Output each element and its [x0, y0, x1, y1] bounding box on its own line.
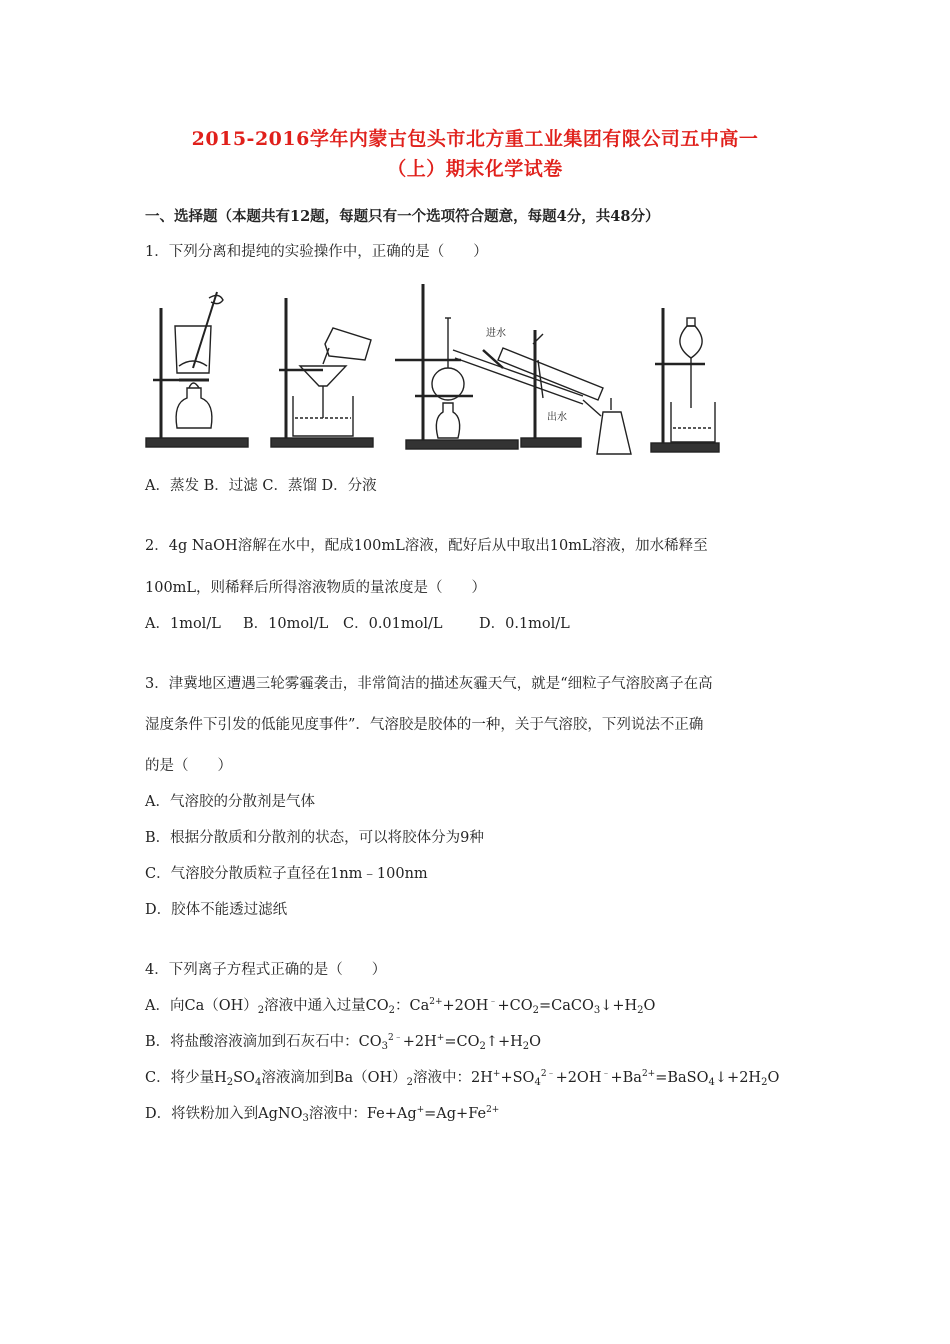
q3-stem-line2: 湿度条件下引发的低能见度事件”．气溶胶是胶体的一种，关于气溶胶，下列说法不正确 — [145, 717, 704, 733]
q3-option-c: C．气溶胶分散质粒子直径在1nm﹣100nm — [145, 866, 428, 882]
q4-option-d: D．将铁粉加入到AgNO$_3$溶液中：$Fe+Ag^+=Ag+Fe^{2+}$ — [145, 1105, 500, 1124]
water-out-label: 出水 — [547, 412, 567, 423]
separatory-apparatus — [651, 308, 719, 452]
q3-option-b: B．根据分散质和分散剂的状态，可以将胶体分为9种 — [145, 830, 484, 846]
distillation-apparatus — [395, 284, 631, 454]
q1-stem: 1．下列分离和提纯的实验操作中，正确的是（ ） — [145, 244, 488, 260]
q1-options: A．蒸发 B．过滤 C．蒸馏 D．分液 — [145, 478, 377, 494]
q4-option-a: A．向$Ca(OH)_2$溶液中通入过量$CO_2$：$Ca^{2+}+2OH^﹣+CO_2=CaCO_3↓+H_2O$ — [145, 997, 656, 1016]
q2-option-c: C．0.01mol/L — [343, 616, 443, 632]
q3-option-a: A．气溶胶的分散剂是气体 — [145, 794, 315, 810]
q4-option-c: C．将少量$H_2SO_4$溶液滴加到$Ba(OH)_2$溶液中：$2H^++SO_4^{2﹣}+2OH^﹣+Ba^{2+}=BaSO_4↓+2H_2O$ — [145, 1069, 780, 1088]
q3-stem-line1: 3．津冀地区遭遇三轮雾霾袭击，非常简洁的描述灰霾天气，就是“细粒子气溶胶离子在高 — [145, 676, 713, 692]
paper-title-line2: （上）期末化学试卷 — [387, 158, 563, 180]
paper-title-line1: 2015-2016学年内蒙古包头市北方重工业集团有限公司五中高一 — [191, 128, 759, 150]
evaporation-apparatus — [146, 292, 248, 447]
lab-apparatus-figure — [143, 278, 723, 460]
section-heading: 一、选择题（本题共有12题，每题只有一个选项符合题意，每题4分，共48分） — [145, 208, 660, 225]
q2-option-b: B．10mol/L — [243, 616, 329, 632]
water-in-label: 进水 — [486, 328, 506, 339]
q2-option-d: D．0.1mol/L — [479, 616, 570, 632]
q4-stem: 4．下列离子方程式正确的是（ ） — [145, 962, 387, 978]
q2-option-a: A．1mol/L — [145, 616, 221, 632]
q2-stem-line1: 2．4g NaOH溶解在水中，配成100mL溶液，配好后从中取出10mL溶液，加水稀释至 — [145, 538, 708, 554]
q4-option-b: B．将盐酸溶液滴加到石灰石中：$CO_3^{2﹣}+2H^+=CO_2↑+H_2O$ — [145, 1033, 542, 1052]
q3-stem-line3: 的是（ ） — [145, 758, 232, 774]
q3-option-d: D．胶体不能透过滤纸 — [145, 902, 288, 918]
q2-options — [145, 612, 570, 633]
q2-stem-line2: 100mL，则稀释后所得溶液物质的量浓度是（ ） — [145, 580, 487, 596]
filtration-apparatus — [271, 298, 373, 447]
